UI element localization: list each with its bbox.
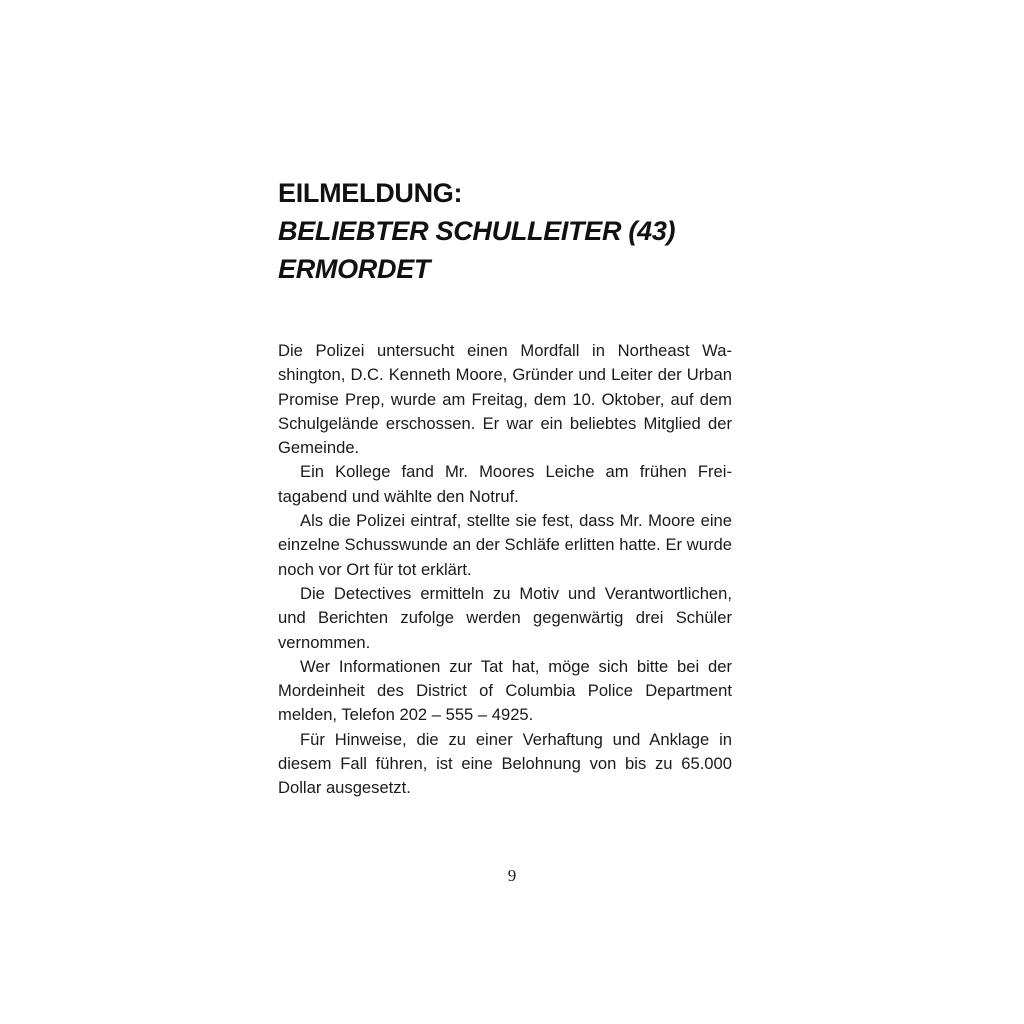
article-body	[278, 339, 732, 801]
paragraph: Ein Kollege fand Mr. Moores Leiche am frühen Freitagabend und wählte den Notruf.	[278, 462, 732, 506]
paragraph: Für Hinweise, die zu einer Verhaftung und Anklage in diesem Fall führen, ist eine Belohnung von bis zu 65.000 Dollar ausgesetzt.	[278, 729, 732, 798]
headline-line-2: BELIEBTER SCHULLEITER (43)	[278, 216, 676, 247]
headline-line-1: EILMELDUNG:	[278, 178, 463, 209]
paragraph: Wer Informationen zur Tat hat, möge sich bitte bei der Mordeinheit des District of Columbia Police Department melden, Telefon 202 – 555 – 4925.	[278, 656, 732, 725]
headline	[278, 174, 738, 288]
headline-line-3: ERMORDET	[278, 254, 431, 285]
page-number: 9	[507, 866, 517, 885]
paragraph: Die Polizei untersucht einen Mordfall in Northeast Washington, D.C. Kenneth Moore, Gründer und Leiter der Urban Promise Prep, wurde am Freitag, dem 10. Oktober, auf dem Schulgelände erschossen. Er war ein beliebtes Mitglied der Gemeinde.	[278, 341, 732, 458]
paragraph: Die Detectives ermitteln zu Motiv und Verantwortlichen, und Berichten zufolge werden gegenwärtig drei Schüler vernommen.	[278, 583, 732, 652]
paragraph: Als die Polizei eintraf, stellte sie fest, dass Mr. Moore eine einzelne Schusswunde an der Schläfe erlitten hatte. Er wurde noch vor Ort für tot erklärt.	[278, 511, 732, 579]
